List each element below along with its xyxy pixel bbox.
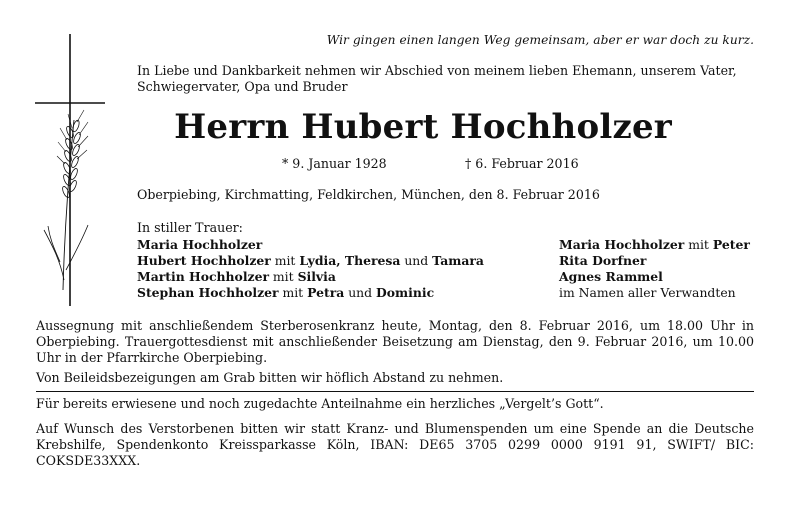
intro-text: In Liebe und Dankbarkeit nehmen wir Abschied von meinem lieben Ehemann, unserem Vater, Schwiegervater, Opa und Bruder xyxy=(137,63,737,94)
donation-note: Auf Wunsch des Verstorbenen bitten wir statt Kranz- und Blumenspenden um eine Spende an die Deutsche Krebshilfe, Spendenkonto Kreissparkasse Köln, IBAN: DE65 3705 0299 0000 9191 91, SWIFT/ BIC: COKSDE33XXX. xyxy=(36,421,754,468)
death-date: † 6. Februar 2016 xyxy=(465,156,579,171)
mourner-line: im Namen aller Verwandten xyxy=(559,285,736,300)
place-and-date: Oberpiebing, Kirchmatting, Feldkirchen, München, den 8. Februar 2016 xyxy=(137,187,600,202)
mourner-line: Stephan Hochholzer mit Petra und Dominic xyxy=(137,285,435,300)
birth-date: * 9. Januar 1928 xyxy=(282,156,387,171)
mourner-line: Martin Hochholzer mit Silvia xyxy=(137,269,336,284)
mourners-left-column xyxy=(137,237,484,301)
mourner-line: Agnes Rammel xyxy=(559,269,663,284)
thanks-note: Für bereits erwiesene und noch zugedachte Anteilnahme ein herzliches „Vergelt’s Gott“. xyxy=(36,396,604,411)
motto: Wir gingen einen langen Weg gemeinsam, aber er war doch zu kurz. xyxy=(326,33,754,47)
mourner-line: Maria Hochholzer xyxy=(137,237,263,252)
mourners-right-column xyxy=(559,237,750,301)
mourner-line: Rita Dorfner xyxy=(559,253,647,268)
deceased-name: Herrn Hubert Hochholzer xyxy=(174,107,672,147)
funeral-info: Aussegnung mit anschließendem Sterberosenkranz heute, Montag, den 8. Februar 2016, um 18.00 Uhr in Oberpiebing. Trauergottesdienst mit anschließender Beisetzung am Dienstag, den 9. Februar 2016, um 10.00 Uhr in der Pfarrkirche Oberpiebing. xyxy=(36,318,754,365)
mourning-label: In stiller Trauer: xyxy=(137,220,243,235)
mourner-line: Hubert Hochholzer mit Lydia, Theresa und Tamara xyxy=(137,253,484,268)
condolence-note: Von Beileidsbezeigungen am Grab bitten wir höflich Abstand zu nehmen. xyxy=(36,370,504,385)
mourner-line: Maria Hochholzer mit Peter xyxy=(559,237,750,252)
cross-with-wheat-icon xyxy=(30,30,110,310)
divider xyxy=(36,391,754,392)
